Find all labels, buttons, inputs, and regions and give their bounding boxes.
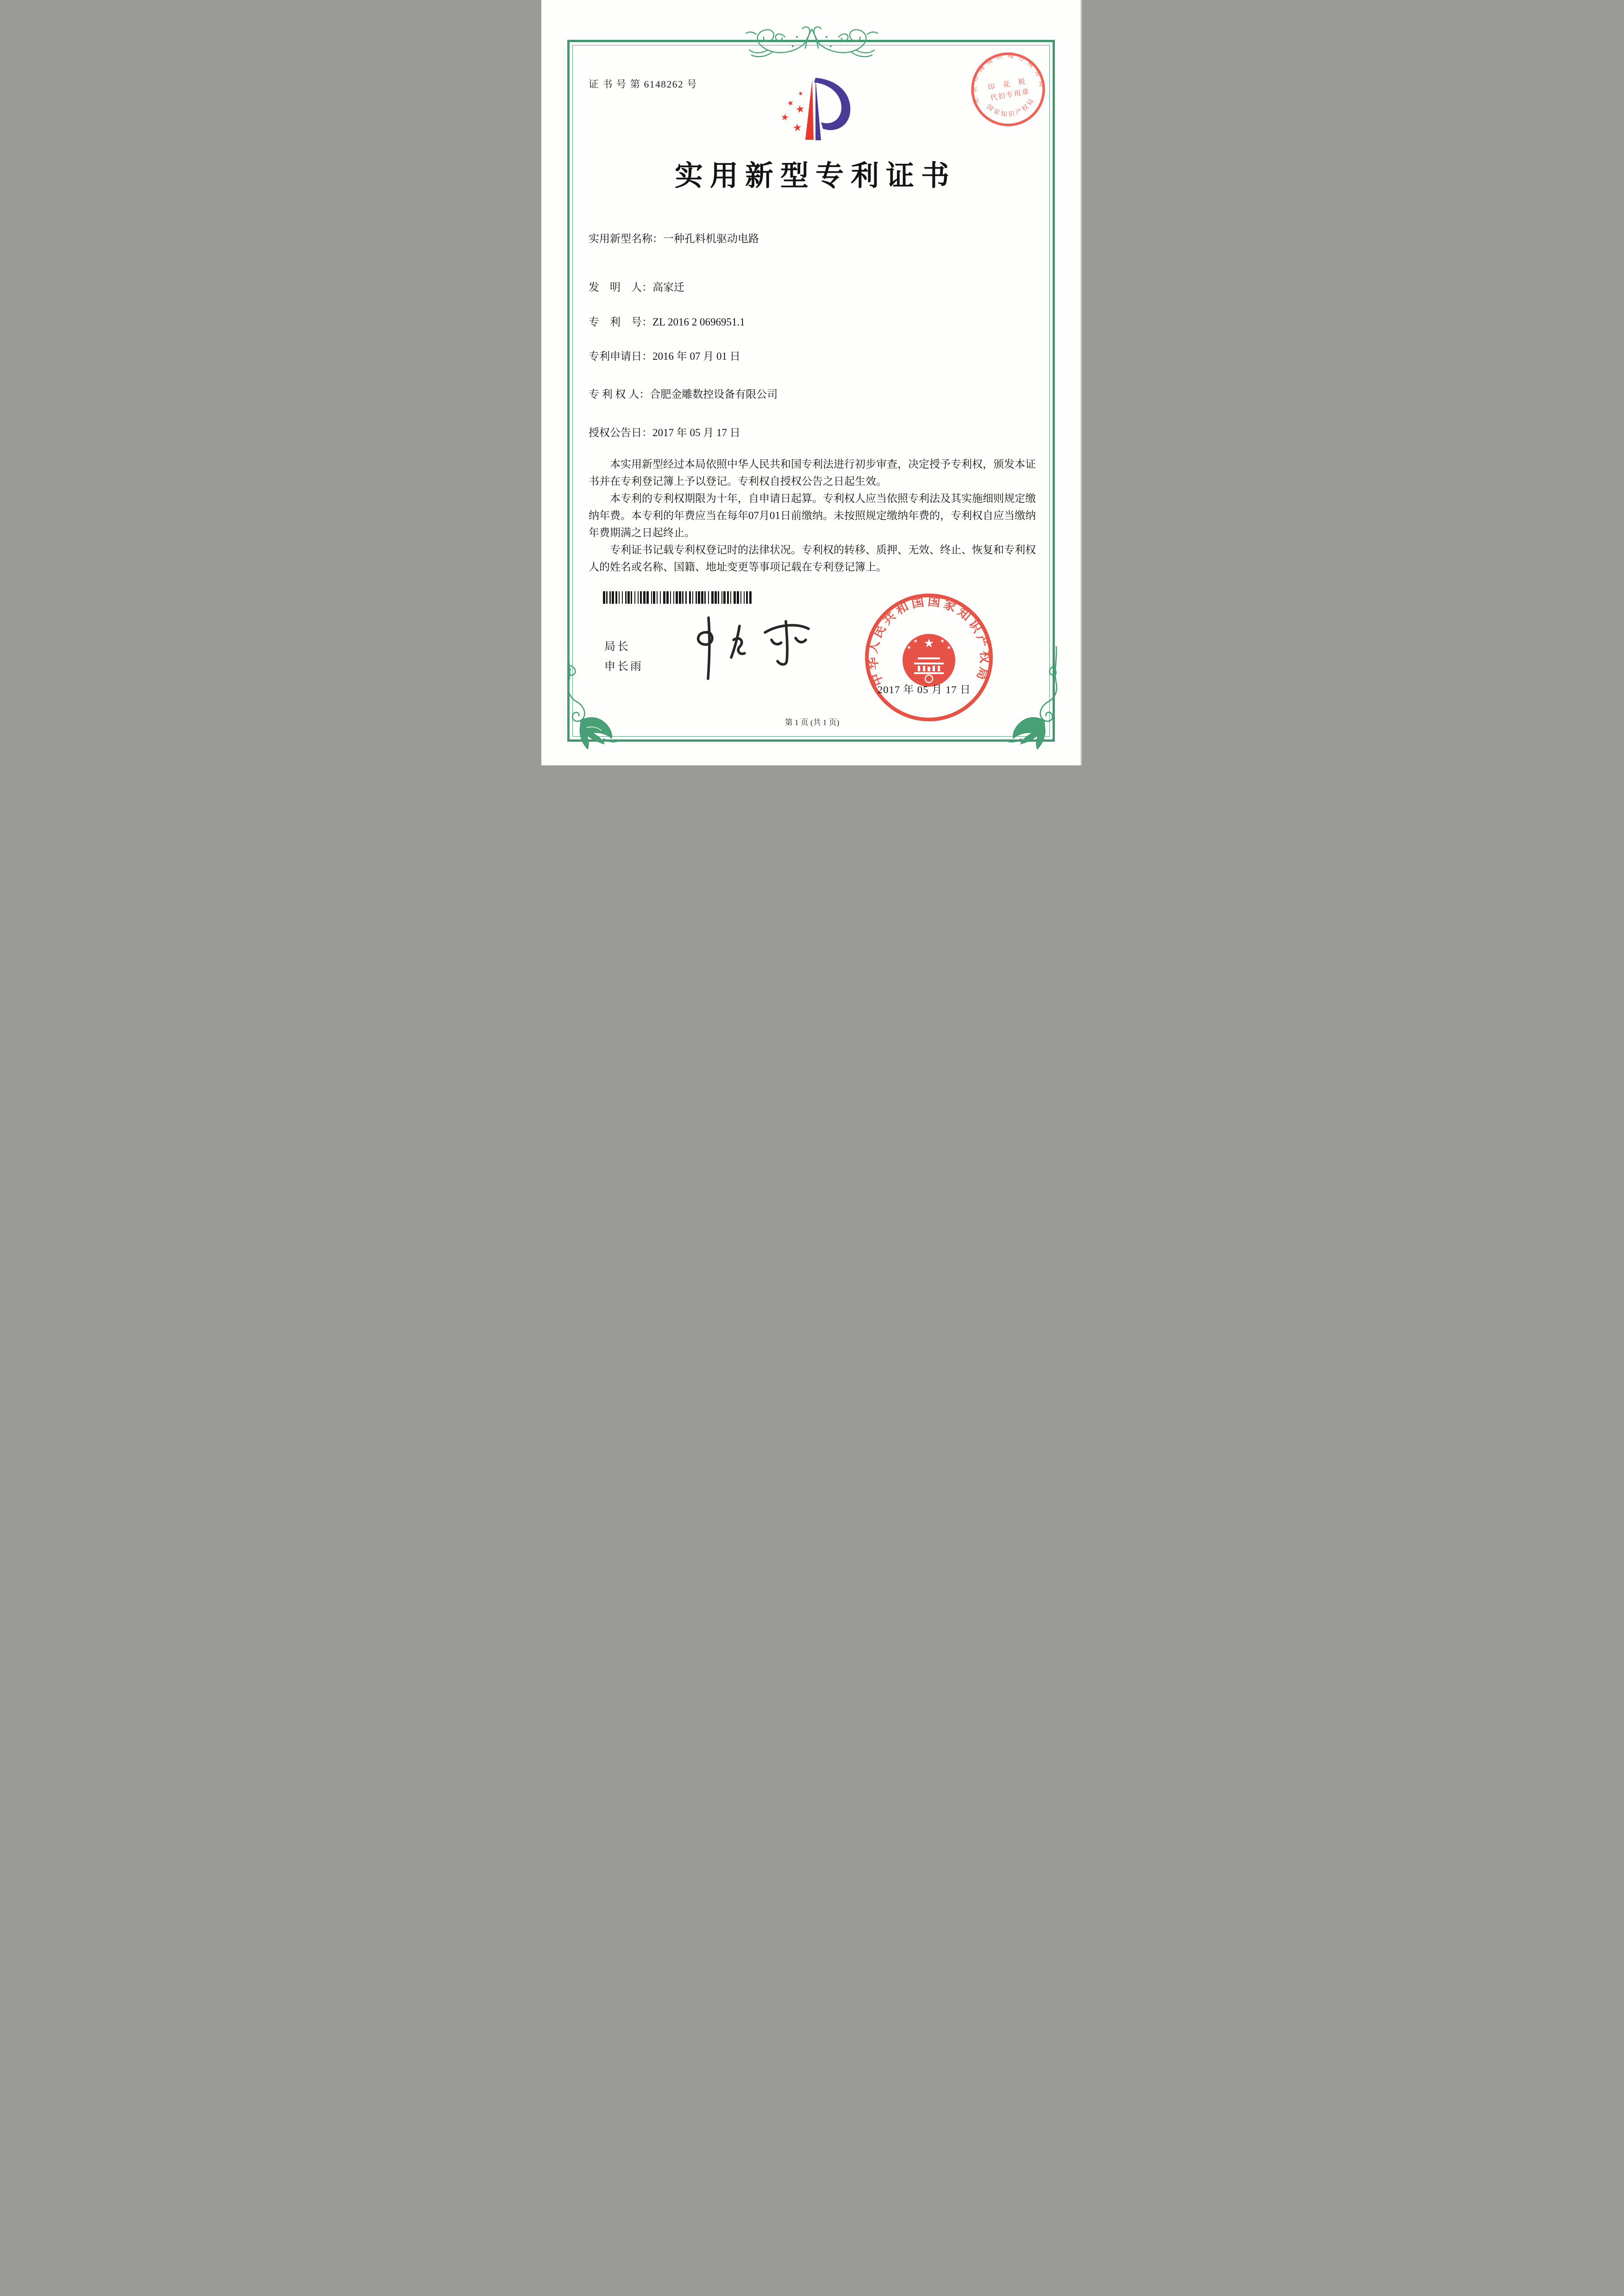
- field-filing-date: [589, 348, 740, 363]
- field-grant-date: [589, 424, 740, 439]
- body-paragraph-1: 本实用新型经过本局依照中华人民共和国专利法进行初步审查，决定授予专利权，颁发本证书并在专利登记簿上予以登记。专利权自授权公告之日起生效。: [589, 458, 1036, 487]
- svg-text:代扣专用章: 代扣专用章: [990, 88, 1030, 102]
- field-value: 2017 年 05 月 17 日: [652, 427, 740, 438]
- field-label: 专 利 号：: [589, 316, 652, 328]
- field-label: 实用新型名称：: [589, 233, 663, 244]
- page-number-footer: 第 1 页 (共 1 页): [784, 718, 840, 727]
- director-name: 申长雨: [604, 661, 643, 673]
- field-label: 专利申请日：: [589, 350, 652, 362]
- field-value: ZL 2016 2 0696951.1: [652, 316, 745, 328]
- patent-certificate-page: [541, 0, 1083, 765]
- field-value: 2016 年 07 月 01 日: [652, 350, 740, 362]
- director-title-label: 局长: [604, 641, 630, 653]
- cnipa-logo-icon: [768, 75, 856, 149]
- svg-text:中华人民共和国国家知识产权局: 中华人民共和国国家知识产权局: [865, 594, 992, 688]
- official-seal: [862, 587, 996, 729]
- svg-text:国家知识产权局: 国家知识产权局: [985, 96, 1036, 118]
- svg-text:北京市海淀区地方税务局: 北京市海淀区地方税务局: [970, 51, 1046, 105]
- page-title: 实用新型专利证书: [674, 161, 956, 192]
- field-label: 专 利 权 人：: [589, 388, 650, 400]
- svg-text:★: ★: [792, 122, 803, 134]
- field-value: 一种孔料机驱动电路: [663, 233, 759, 244]
- certificate-number: 证 书 号 第 6148262 号: [589, 79, 698, 90]
- field-value: 合肥金雕数控设备有限公司: [650, 388, 778, 400]
- svg-text:★: ★: [786, 98, 795, 108]
- national-emblem-icon: [903, 634, 955, 687]
- field-label: 发 明 人：: [589, 282, 652, 293]
- field-value: 高家迁: [652, 282, 684, 293]
- field-patent-number: [589, 313, 745, 329]
- scan-edge-shadow: [1080, 0, 1083, 765]
- logo-red-spike: [805, 80, 814, 140]
- field-utility-model-name: [589, 230, 759, 245]
- field-label: 授权公告日：: [589, 427, 652, 438]
- svg-text:印 花 税: 印 花 税: [987, 77, 1029, 92]
- seal-date: 2017 年 05 月 17 日: [878, 684, 971, 695]
- svg-text:★: ★: [780, 111, 790, 124]
- svg-text:★: ★: [923, 637, 934, 651]
- director-signature: [682, 616, 823, 685]
- tax-stamp-seal: [969, 50, 1047, 129]
- barcode: [603, 591, 753, 604]
- field-inventor: [589, 279, 684, 294]
- svg-text:★: ★: [947, 644, 951, 651]
- field-patentee: [589, 386, 778, 401]
- svg-text:★: ★: [907, 644, 911, 651]
- body-paragraph-3: 专利证书记载专利权登记时的法律状况。专利权的转移、质押、无效、终止、恢复和专利权人的姓名或名称、国籍、地址变更等事项记载在专利登记簿上。: [589, 544, 1036, 573]
- certificate-body-text: [589, 456, 1036, 576]
- body-paragraph-2: 本专利的专利权期限为十年，自申请日起算。专利权人应当依照专利法及其实施细则规定缴纳年费。本专利的年费应当在每年07月01日前缴纳。未按照规定缴纳年费的，专利权自应当缴纳年费期满之日起终止。: [589, 493, 1036, 538]
- svg-text:★: ★: [940, 638, 945, 644]
- svg-text:★: ★: [913, 638, 918, 644]
- svg-text:★: ★: [795, 103, 806, 116]
- svg-text:★: ★: [796, 89, 805, 98]
